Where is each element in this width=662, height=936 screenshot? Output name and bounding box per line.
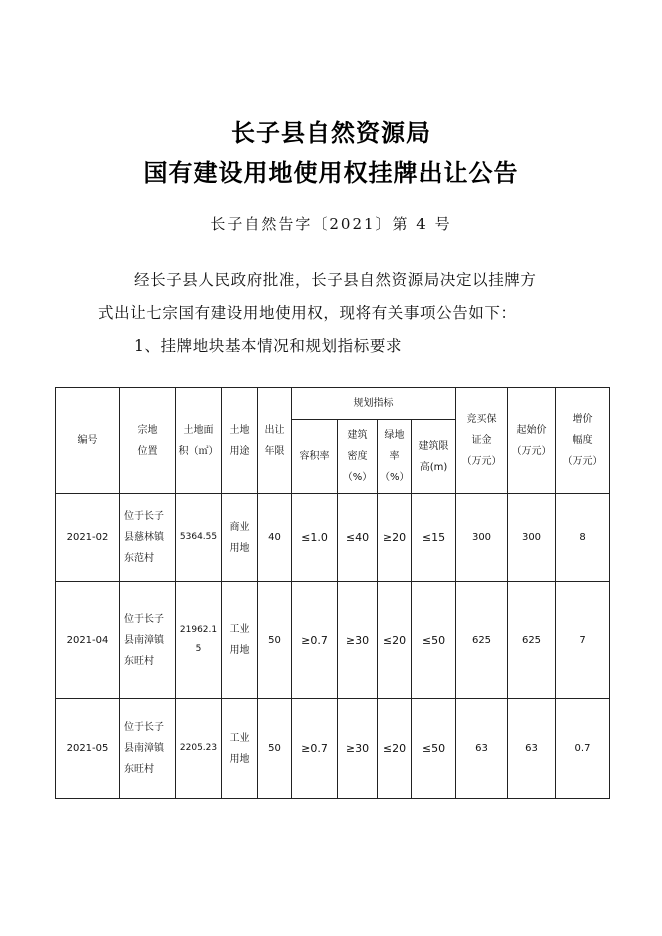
cell-area: 2205.23 (176, 699, 222, 799)
cell-deposit: 625 (456, 582, 508, 699)
cell-green-ratio: ≤20 (378, 582, 412, 699)
cell-use: 商业 用地 (222, 494, 258, 582)
cell-id: 2021-04 (56, 582, 120, 699)
header-green-ratio: 绿地 率 （%） (378, 420, 412, 494)
cell-density: ≥30 (338, 699, 378, 799)
cell-term: 50 (258, 699, 292, 799)
document-number: 长子自然告字〔2021〕第 4 号 (210, 215, 452, 233)
header-deposit: 竞买保 证金 （万元） (456, 388, 508, 494)
cell-start-price: 63 (508, 699, 556, 799)
cell-area: 21962.15 (176, 582, 222, 699)
cell-density: ≤40 (338, 494, 378, 582)
cell-area: 5364.55 (176, 494, 222, 582)
header-increment: 增价 幅度 （万元） (556, 388, 610, 494)
cell-far: ≥0.7 (292, 699, 338, 799)
cell-location: 位于长子 县慈林镇 东范村 (120, 494, 176, 582)
cell-height-limit: ≤50 (412, 699, 456, 799)
cell-increment: 0.7 (556, 699, 610, 799)
cell-density: ≥30 (338, 582, 378, 699)
header-start-price: 起始价 （万元） (508, 388, 556, 494)
header-term: 出让 年限 (258, 388, 292, 494)
section-heading-1: 1、挂牌地块基本情况和规划指标要求 (134, 337, 403, 355)
cell-term: 40 (258, 494, 292, 582)
cell-green-ratio: ≤20 (378, 699, 412, 799)
cell-start-price: 300 (508, 494, 556, 582)
cell-height-limit: ≤50 (412, 582, 456, 699)
cell-location: 位于长子 县南漳镇 东旺村 (120, 582, 176, 699)
cell-location: 位于长子 县南漳镇 东旺村 (120, 699, 176, 799)
intro-paragraph-line2: 式出让七宗国有建设用地使用权，现将有关事项公告如下： (98, 304, 517, 322)
cell-term: 50 (258, 582, 292, 699)
cell-deposit: 300 (456, 494, 508, 582)
cell-far: ≤1.0 (292, 494, 338, 582)
cell-use: 工业 用地 (222, 699, 258, 799)
cell-green-ratio: ≥20 (378, 494, 412, 582)
cell-deposit: 63 (456, 699, 508, 799)
cell-start-price: 625 (508, 582, 556, 699)
cell-id: 2021-02 (56, 494, 120, 582)
header-planning: 规划指标 (292, 388, 456, 420)
intro-paragraph-line1: 经长子县人民政府批准，长子县自然资源局决定以挂牌方 (134, 271, 537, 289)
header-far: 容积率 (292, 420, 338, 494)
cell-use: 工业 用地 (222, 582, 258, 699)
document-title-line1: 长子县自然资源局 (231, 118, 431, 147)
table-row (56, 494, 610, 582)
header-density: 建筑 密度 （%） (338, 420, 378, 494)
header-use: 土地 用途 (222, 388, 258, 494)
header-height-limit: 建筑限 高(m) (412, 420, 456, 494)
cell-height-limit: ≤15 (412, 494, 456, 582)
cell-increment: 7 (556, 582, 610, 699)
cell-far: ≥0.7 (292, 582, 338, 699)
table-row (56, 699, 610, 799)
cell-increment: 8 (556, 494, 610, 582)
cell-id: 2021-05 (56, 699, 120, 799)
land-parcel-table (55, 387, 610, 799)
table-row (56, 582, 610, 699)
header-id: 编号 (56, 388, 120, 494)
header-location: 宗地 位置 (120, 388, 176, 494)
document-title-line2: 国有建设用地使用权挂牌出让公告 (143, 158, 519, 187)
header-area: 土地面 积（㎡） (176, 388, 222, 494)
